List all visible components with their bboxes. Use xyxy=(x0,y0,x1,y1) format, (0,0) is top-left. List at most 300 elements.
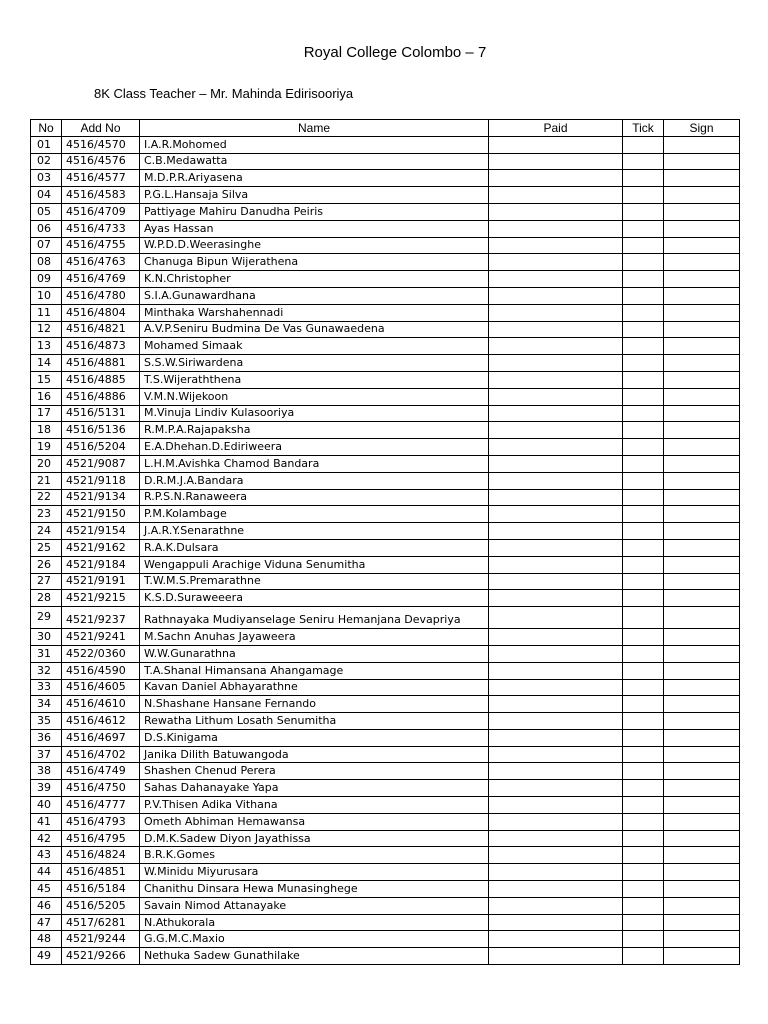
cell-paid[interactable] xyxy=(489,355,623,372)
cell-tick[interactable] xyxy=(623,304,664,321)
cell-name: S.S.W.Siriwardena xyxy=(140,355,489,372)
cell-tick[interactable] xyxy=(623,679,664,696)
cell-paid[interactable] xyxy=(489,254,623,271)
cell-sign[interactable] xyxy=(664,136,740,153)
cell-add-no: 4516/4583 xyxy=(62,187,140,204)
cell-no: 16 xyxy=(31,388,62,405)
cell-no: 41 xyxy=(31,813,62,830)
cell-sign[interactable] xyxy=(664,439,740,456)
cell-tick[interactable] xyxy=(623,170,664,187)
cell-paid[interactable] xyxy=(489,881,623,898)
cell-no: 12 xyxy=(31,321,62,338)
cell-tick[interactable] xyxy=(623,763,664,780)
cell-sign[interactable] xyxy=(664,254,740,271)
cell-name: J.A.R.Y.Senarathne xyxy=(140,523,489,540)
cell-tick[interactable] xyxy=(623,254,664,271)
cell-name: Ometh Abhiman Hemawansa xyxy=(140,813,489,830)
cell-add-no: 4521/9087 xyxy=(62,455,140,472)
cell-tick[interactable] xyxy=(623,523,664,540)
cell-name: D.R.M.J.A.Bandara xyxy=(140,472,489,489)
cell-tick[interactable] xyxy=(623,187,664,204)
cell-sign[interactable] xyxy=(664,422,740,439)
cell-paid[interactable] xyxy=(489,539,623,556)
table-row xyxy=(31,607,740,629)
cell-tick[interactable] xyxy=(623,813,664,830)
cell-no: 39 xyxy=(31,780,62,797)
cell-sign[interactable] xyxy=(664,556,740,573)
cell-tick[interactable] xyxy=(623,897,664,914)
cell-name: R.P.S.N.Ranaweera xyxy=(140,489,489,506)
cell-paid[interactable] xyxy=(489,489,623,506)
cell-name: W.Minidu Miyurusara xyxy=(140,864,489,881)
cell-no: 20 xyxy=(31,455,62,472)
cell-paid[interactable] xyxy=(489,830,623,847)
table-row xyxy=(31,813,740,830)
cell-name: M.Sachn Anuhas Jayaweera xyxy=(140,629,489,646)
cell-add-no: 4516/5131 xyxy=(62,405,140,422)
student-roll-table xyxy=(30,119,740,965)
cell-no: 11 xyxy=(31,304,62,321)
cell-paid[interactable] xyxy=(489,948,623,965)
cell-no: 45 xyxy=(31,881,62,898)
cell-add-no: 4516/4576 xyxy=(62,153,140,170)
cell-no: 14 xyxy=(31,355,62,372)
cell-sign[interactable] xyxy=(664,523,740,540)
table-row xyxy=(31,948,740,965)
cell-sign[interactable] xyxy=(664,153,740,170)
cell-tick[interactable] xyxy=(623,590,664,607)
cell-add-no: 4521/9237 xyxy=(62,607,140,629)
class-teacher-line: 8K Class Teacher – Mr. Mahinda Edirisooriya xyxy=(94,86,354,101)
cell-name: R.A.K.Dulsara xyxy=(140,539,489,556)
cell-tick[interactable] xyxy=(623,271,664,288)
table-row xyxy=(31,881,740,898)
table-row xyxy=(31,422,740,439)
cell-sign[interactable] xyxy=(664,489,740,506)
cell-paid[interactable] xyxy=(489,914,623,931)
cell-add-no: 4516/4885 xyxy=(62,371,140,388)
cell-add-no: 4516/4749 xyxy=(62,763,140,780)
cell-name: P.V.Thisen Adika Vithana xyxy=(140,797,489,814)
cell-name: Sahas Dahanayake Yapa xyxy=(140,780,489,797)
cell-paid[interactable] xyxy=(489,506,623,523)
table-row xyxy=(31,573,740,590)
cell-paid[interactable] xyxy=(489,645,623,662)
page-title: Royal College Colombo – 7 xyxy=(303,44,487,61)
cell-no: 17 xyxy=(31,405,62,422)
table-row xyxy=(31,254,740,271)
cell-name: T.S.Wijeraththena xyxy=(140,371,489,388)
cell-add-no: 4516/4795 xyxy=(62,830,140,847)
cell-tick[interactable] xyxy=(623,136,664,153)
table-row xyxy=(31,237,740,254)
cell-add-no: 4516/4886 xyxy=(62,388,140,405)
cell-tick[interactable] xyxy=(623,506,664,523)
table-row xyxy=(31,489,740,506)
header-add-no: Add No xyxy=(62,120,140,137)
cell-paid[interactable] xyxy=(489,371,623,388)
cell-name: Rathnayaka Mudiyanselage Seniru Hemanjana Devapriya xyxy=(140,607,489,629)
cell-sign[interactable] xyxy=(664,881,740,898)
table-row xyxy=(31,472,740,489)
cell-no: 28 xyxy=(31,590,62,607)
cell-name: Wengappuli Arachige Viduna Senumitha xyxy=(140,556,489,573)
cell-sign[interactable] xyxy=(664,797,740,814)
cell-paid[interactable] xyxy=(489,729,623,746)
table-body xyxy=(31,136,740,964)
cell-paid[interactable] xyxy=(489,439,623,456)
cell-no: 13 xyxy=(31,338,62,355)
cell-no: 19 xyxy=(31,439,62,456)
cell-paid[interactable] xyxy=(489,422,623,439)
table-row xyxy=(31,539,740,556)
cell-paid[interactable] xyxy=(489,455,623,472)
cell-no: 06 xyxy=(31,220,62,237)
cell-name: M.Vinuja Lindiv Kulasooriya xyxy=(140,405,489,422)
cell-tick[interactable] xyxy=(623,203,664,220)
cell-paid[interactable] xyxy=(489,556,623,573)
table-row xyxy=(31,287,740,304)
table-row xyxy=(31,271,740,288)
cell-sign[interactable] xyxy=(664,355,740,372)
cell-add-no: 4521/9162 xyxy=(62,539,140,556)
cell-sign[interactable] xyxy=(664,763,740,780)
table-row xyxy=(31,338,740,355)
table-row xyxy=(31,439,740,456)
cell-sign[interactable] xyxy=(664,338,740,355)
cell-add-no: 4516/4733 xyxy=(62,220,140,237)
cell-paid[interactable] xyxy=(489,813,623,830)
cell-sign[interactable] xyxy=(664,187,740,204)
cell-no: 03 xyxy=(31,170,62,187)
cell-paid[interactable] xyxy=(489,797,623,814)
table-header-row xyxy=(31,120,740,137)
cell-sign[interactable] xyxy=(664,607,740,629)
cell-name: Rewatha Lithum Losath Senumitha xyxy=(140,713,489,730)
cell-sign[interactable] xyxy=(664,813,740,830)
cell-sign[interactable] xyxy=(664,645,740,662)
cell-tick[interactable] xyxy=(623,237,664,254)
header-paid: Paid xyxy=(489,120,623,137)
cell-no: 44 xyxy=(31,864,62,881)
cell-paid[interactable] xyxy=(489,523,623,540)
cell-add-no: 4516/5184 xyxy=(62,881,140,898)
cell-add-no: 4521/9266 xyxy=(62,948,140,965)
cell-no: 40 xyxy=(31,797,62,814)
cell-sign[interactable] xyxy=(664,679,740,696)
cell-sign[interactable] xyxy=(664,170,740,187)
table-row xyxy=(31,506,740,523)
cell-name: W.W.Gunarathna xyxy=(140,645,489,662)
cell-no: 27 xyxy=(31,573,62,590)
cell-paid[interactable] xyxy=(489,472,623,489)
cell-tick[interactable] xyxy=(623,422,664,439)
cell-tick[interactable] xyxy=(623,405,664,422)
cell-no: 18 xyxy=(31,422,62,439)
cell-paid[interactable] xyxy=(489,220,623,237)
cell-no: 24 xyxy=(31,523,62,540)
header-no: No xyxy=(31,120,62,137)
cell-tick[interactable] xyxy=(623,153,664,170)
header-tick: Tick xyxy=(623,120,664,137)
cell-sign[interactable] xyxy=(664,696,740,713)
cell-name: Ayas Hassan xyxy=(140,220,489,237)
cell-paid[interactable] xyxy=(489,780,623,797)
cell-paid[interactable] xyxy=(489,662,623,679)
cell-sign[interactable] xyxy=(664,388,740,405)
cell-add-no: 4517/6281 xyxy=(62,914,140,931)
cell-paid[interactable] xyxy=(489,187,623,204)
cell-sign[interactable] xyxy=(664,220,740,237)
cell-sign[interactable] xyxy=(664,729,740,746)
cell-tick[interactable] xyxy=(623,948,664,965)
cell-tick[interactable] xyxy=(623,489,664,506)
table-row xyxy=(31,797,740,814)
cell-paid[interactable] xyxy=(489,590,623,607)
cell-add-no: 4516/4697 xyxy=(62,729,140,746)
cell-add-no: 4516/4804 xyxy=(62,304,140,321)
cell-tick[interactable] xyxy=(623,629,664,646)
cell-paid[interactable] xyxy=(489,713,623,730)
cell-tick[interactable] xyxy=(623,713,664,730)
cell-paid[interactable] xyxy=(489,136,623,153)
cell-no: 21 xyxy=(31,472,62,489)
cell-add-no: 4516/4570 xyxy=(62,136,140,153)
cell-add-no: 4516/4605 xyxy=(62,679,140,696)
cell-paid[interactable] xyxy=(489,405,623,422)
cell-tick[interactable] xyxy=(623,539,664,556)
cell-sign[interactable] xyxy=(664,321,740,338)
cell-paid[interactable] xyxy=(489,271,623,288)
cell-no: 36 xyxy=(31,729,62,746)
cell-tick[interactable] xyxy=(623,607,664,629)
cell-no: 01 xyxy=(31,136,62,153)
cell-paid[interactable] xyxy=(489,931,623,948)
table-row xyxy=(31,590,740,607)
cell-name: A.V.P.Seniru Budmina De Vas Gunawaedena xyxy=(140,321,489,338)
cell-paid[interactable] xyxy=(489,287,623,304)
cell-no: 35 xyxy=(31,713,62,730)
cell-paid[interactable] xyxy=(489,573,623,590)
header-name: Name xyxy=(140,120,489,137)
table-row xyxy=(31,629,740,646)
cell-name: N.Shashane Hansane Fernando xyxy=(140,696,489,713)
cell-sign[interactable] xyxy=(664,405,740,422)
cell-tick[interactable] xyxy=(623,864,664,881)
cell-sign[interactable] xyxy=(664,304,740,321)
cell-tick[interactable] xyxy=(623,338,664,355)
cell-tick[interactable] xyxy=(623,729,664,746)
cell-name: P.M.Kolambage xyxy=(140,506,489,523)
cell-name: I.A.R.Mohomed xyxy=(140,136,489,153)
cell-add-no: 4516/4793 xyxy=(62,813,140,830)
cell-add-no: 4516/5136 xyxy=(62,422,140,439)
cell-tick[interactable] xyxy=(623,321,664,338)
cell-paid[interactable] xyxy=(489,864,623,881)
cell-no: 02 xyxy=(31,153,62,170)
table-row xyxy=(31,662,740,679)
cell-sign[interactable] xyxy=(664,830,740,847)
table-row xyxy=(31,729,740,746)
cell-name: R.M.P.A.Rajapaksha xyxy=(140,422,489,439)
cell-name: E.A.Dhehan.D.Ediriweera xyxy=(140,439,489,456)
cell-no: 34 xyxy=(31,696,62,713)
cell-no: 29 xyxy=(31,607,62,629)
cell-add-no: 4516/4821 xyxy=(62,321,140,338)
table-row xyxy=(31,304,740,321)
cell-no: 47 xyxy=(31,914,62,931)
cell-name: D.M.K.Sadew Diyon Jayathissa xyxy=(140,830,489,847)
cell-tick[interactable] xyxy=(623,696,664,713)
cell-sign[interactable] xyxy=(664,590,740,607)
cell-paid[interactable] xyxy=(489,679,623,696)
cell-add-no: 4516/4590 xyxy=(62,662,140,679)
cell-name: C.B.Medawatta xyxy=(140,153,489,170)
cell-add-no: 4516/4873 xyxy=(62,338,140,355)
cell-sign[interactable] xyxy=(664,287,740,304)
cell-paid[interactable] xyxy=(489,153,623,170)
cell-tick[interactable] xyxy=(623,645,664,662)
table-row xyxy=(31,136,740,153)
cell-name: K.S.D.Suraweeera xyxy=(140,590,489,607)
cell-tick[interactable] xyxy=(623,556,664,573)
cell-name: D.S.Kinigama xyxy=(140,729,489,746)
cell-sign[interactable] xyxy=(664,271,740,288)
cell-add-no: 4521/9150 xyxy=(62,506,140,523)
table-row xyxy=(31,780,740,797)
cell-tick[interactable] xyxy=(623,355,664,372)
table-row xyxy=(31,187,740,204)
cell-tick[interactable] xyxy=(623,287,664,304)
cell-sign[interactable] xyxy=(664,662,740,679)
cell-add-no: 4516/4769 xyxy=(62,271,140,288)
cell-name: Minthaka Warshahennadi xyxy=(140,304,489,321)
cell-sign[interactable] xyxy=(664,897,740,914)
cell-no: 46 xyxy=(31,897,62,914)
cell-tick[interactable] xyxy=(623,371,664,388)
cell-add-no: 4516/5204 xyxy=(62,439,140,456)
cell-paid[interactable] xyxy=(489,203,623,220)
cell-add-no: 4516/4824 xyxy=(62,847,140,864)
cell-sign[interactable] xyxy=(664,573,740,590)
cell-tick[interactable] xyxy=(623,439,664,456)
cell-sign[interactable] xyxy=(664,864,740,881)
cell-sign[interactable] xyxy=(664,455,740,472)
table-row xyxy=(31,864,740,881)
cell-paid[interactable] xyxy=(489,321,623,338)
cell-sign[interactable] xyxy=(664,237,740,254)
cell-paid[interactable] xyxy=(489,763,623,780)
cell-tick[interactable] xyxy=(623,220,664,237)
cell-sign[interactable] xyxy=(664,847,740,864)
cell-sign[interactable] xyxy=(664,539,740,556)
table-row xyxy=(31,897,740,914)
cell-paid[interactable] xyxy=(489,170,623,187)
cell-tick[interactable] xyxy=(623,881,664,898)
cell-add-no: 4521/9134 xyxy=(62,489,140,506)
cell-tick[interactable] xyxy=(623,914,664,931)
cell-sign[interactable] xyxy=(664,948,740,965)
cell-add-no: 4521/9244 xyxy=(62,931,140,948)
table-row xyxy=(31,388,740,405)
cell-tick[interactable] xyxy=(623,388,664,405)
cell-no: 25 xyxy=(31,539,62,556)
cell-paid[interactable] xyxy=(489,388,623,405)
cell-tick[interactable] xyxy=(623,847,664,864)
table-row xyxy=(31,203,740,220)
cell-sign[interactable] xyxy=(664,371,740,388)
cell-tick[interactable] xyxy=(623,573,664,590)
cell-no: 37 xyxy=(31,746,62,763)
cell-paid[interactable] xyxy=(489,237,623,254)
cell-add-no: 4516/4755 xyxy=(62,237,140,254)
cell-paid[interactable] xyxy=(489,897,623,914)
cell-sign[interactable] xyxy=(664,629,740,646)
cell-add-no: 4521/9191 xyxy=(62,573,140,590)
cell-add-no: 4516/5205 xyxy=(62,897,140,914)
cell-no: 08 xyxy=(31,254,62,271)
cell-tick[interactable] xyxy=(623,797,664,814)
cell-add-no: 4516/4610 xyxy=(62,696,140,713)
cell-no: 04 xyxy=(31,187,62,204)
cell-sign[interactable] xyxy=(664,203,740,220)
cell-no: 26 xyxy=(31,556,62,573)
cell-sign[interactable] xyxy=(664,914,740,931)
cell-sign[interactable] xyxy=(664,506,740,523)
cell-tick[interactable] xyxy=(623,746,664,763)
cell-paid[interactable] xyxy=(489,629,623,646)
cell-add-no: 4521/9241 xyxy=(62,629,140,646)
table-row xyxy=(31,746,740,763)
cell-tick[interactable] xyxy=(623,931,664,948)
cell-add-no: 4521/9154 xyxy=(62,523,140,540)
cell-paid[interactable] xyxy=(489,607,623,629)
cell-sign[interactable] xyxy=(664,931,740,948)
cell-name: B.R.K.Gomes xyxy=(140,847,489,864)
cell-paid[interactable] xyxy=(489,304,623,321)
cell-tick[interactable] xyxy=(623,780,664,797)
cell-name: W.P.D.D.Weerasinghe xyxy=(140,237,489,254)
cell-sign[interactable] xyxy=(664,472,740,489)
cell-no: 15 xyxy=(31,371,62,388)
cell-add-no: 4516/4750 xyxy=(62,780,140,797)
cell-paid[interactable] xyxy=(489,746,623,763)
cell-paid[interactable] xyxy=(489,847,623,864)
cell-name: Chanuga Bipun Wijerathena xyxy=(140,254,489,271)
cell-sign[interactable] xyxy=(664,713,740,730)
table-row xyxy=(31,170,740,187)
cell-sign[interactable] xyxy=(664,746,740,763)
cell-paid[interactable] xyxy=(489,338,623,355)
table-row xyxy=(31,556,740,573)
cell-no: 22 xyxy=(31,489,62,506)
cell-no: 42 xyxy=(31,830,62,847)
table-row xyxy=(31,696,740,713)
cell-tick[interactable] xyxy=(623,472,664,489)
cell-name: M.D.P.R.Ariyasena xyxy=(140,170,489,187)
cell-paid[interactable] xyxy=(489,696,623,713)
cell-sign[interactable] xyxy=(664,780,740,797)
cell-tick[interactable] xyxy=(623,662,664,679)
cell-tick[interactable] xyxy=(623,830,664,847)
cell-name: Shashen Chenud Perera xyxy=(140,763,489,780)
table-row xyxy=(31,153,740,170)
cell-tick[interactable] xyxy=(623,455,664,472)
cell-name: T.A.Shanal Himansana Ahangamage xyxy=(140,662,489,679)
cell-name: P.G.L.Hansaja Silva xyxy=(140,187,489,204)
cell-add-no: 4516/4612 xyxy=(62,713,140,730)
cell-add-no: 4516/4851 xyxy=(62,864,140,881)
